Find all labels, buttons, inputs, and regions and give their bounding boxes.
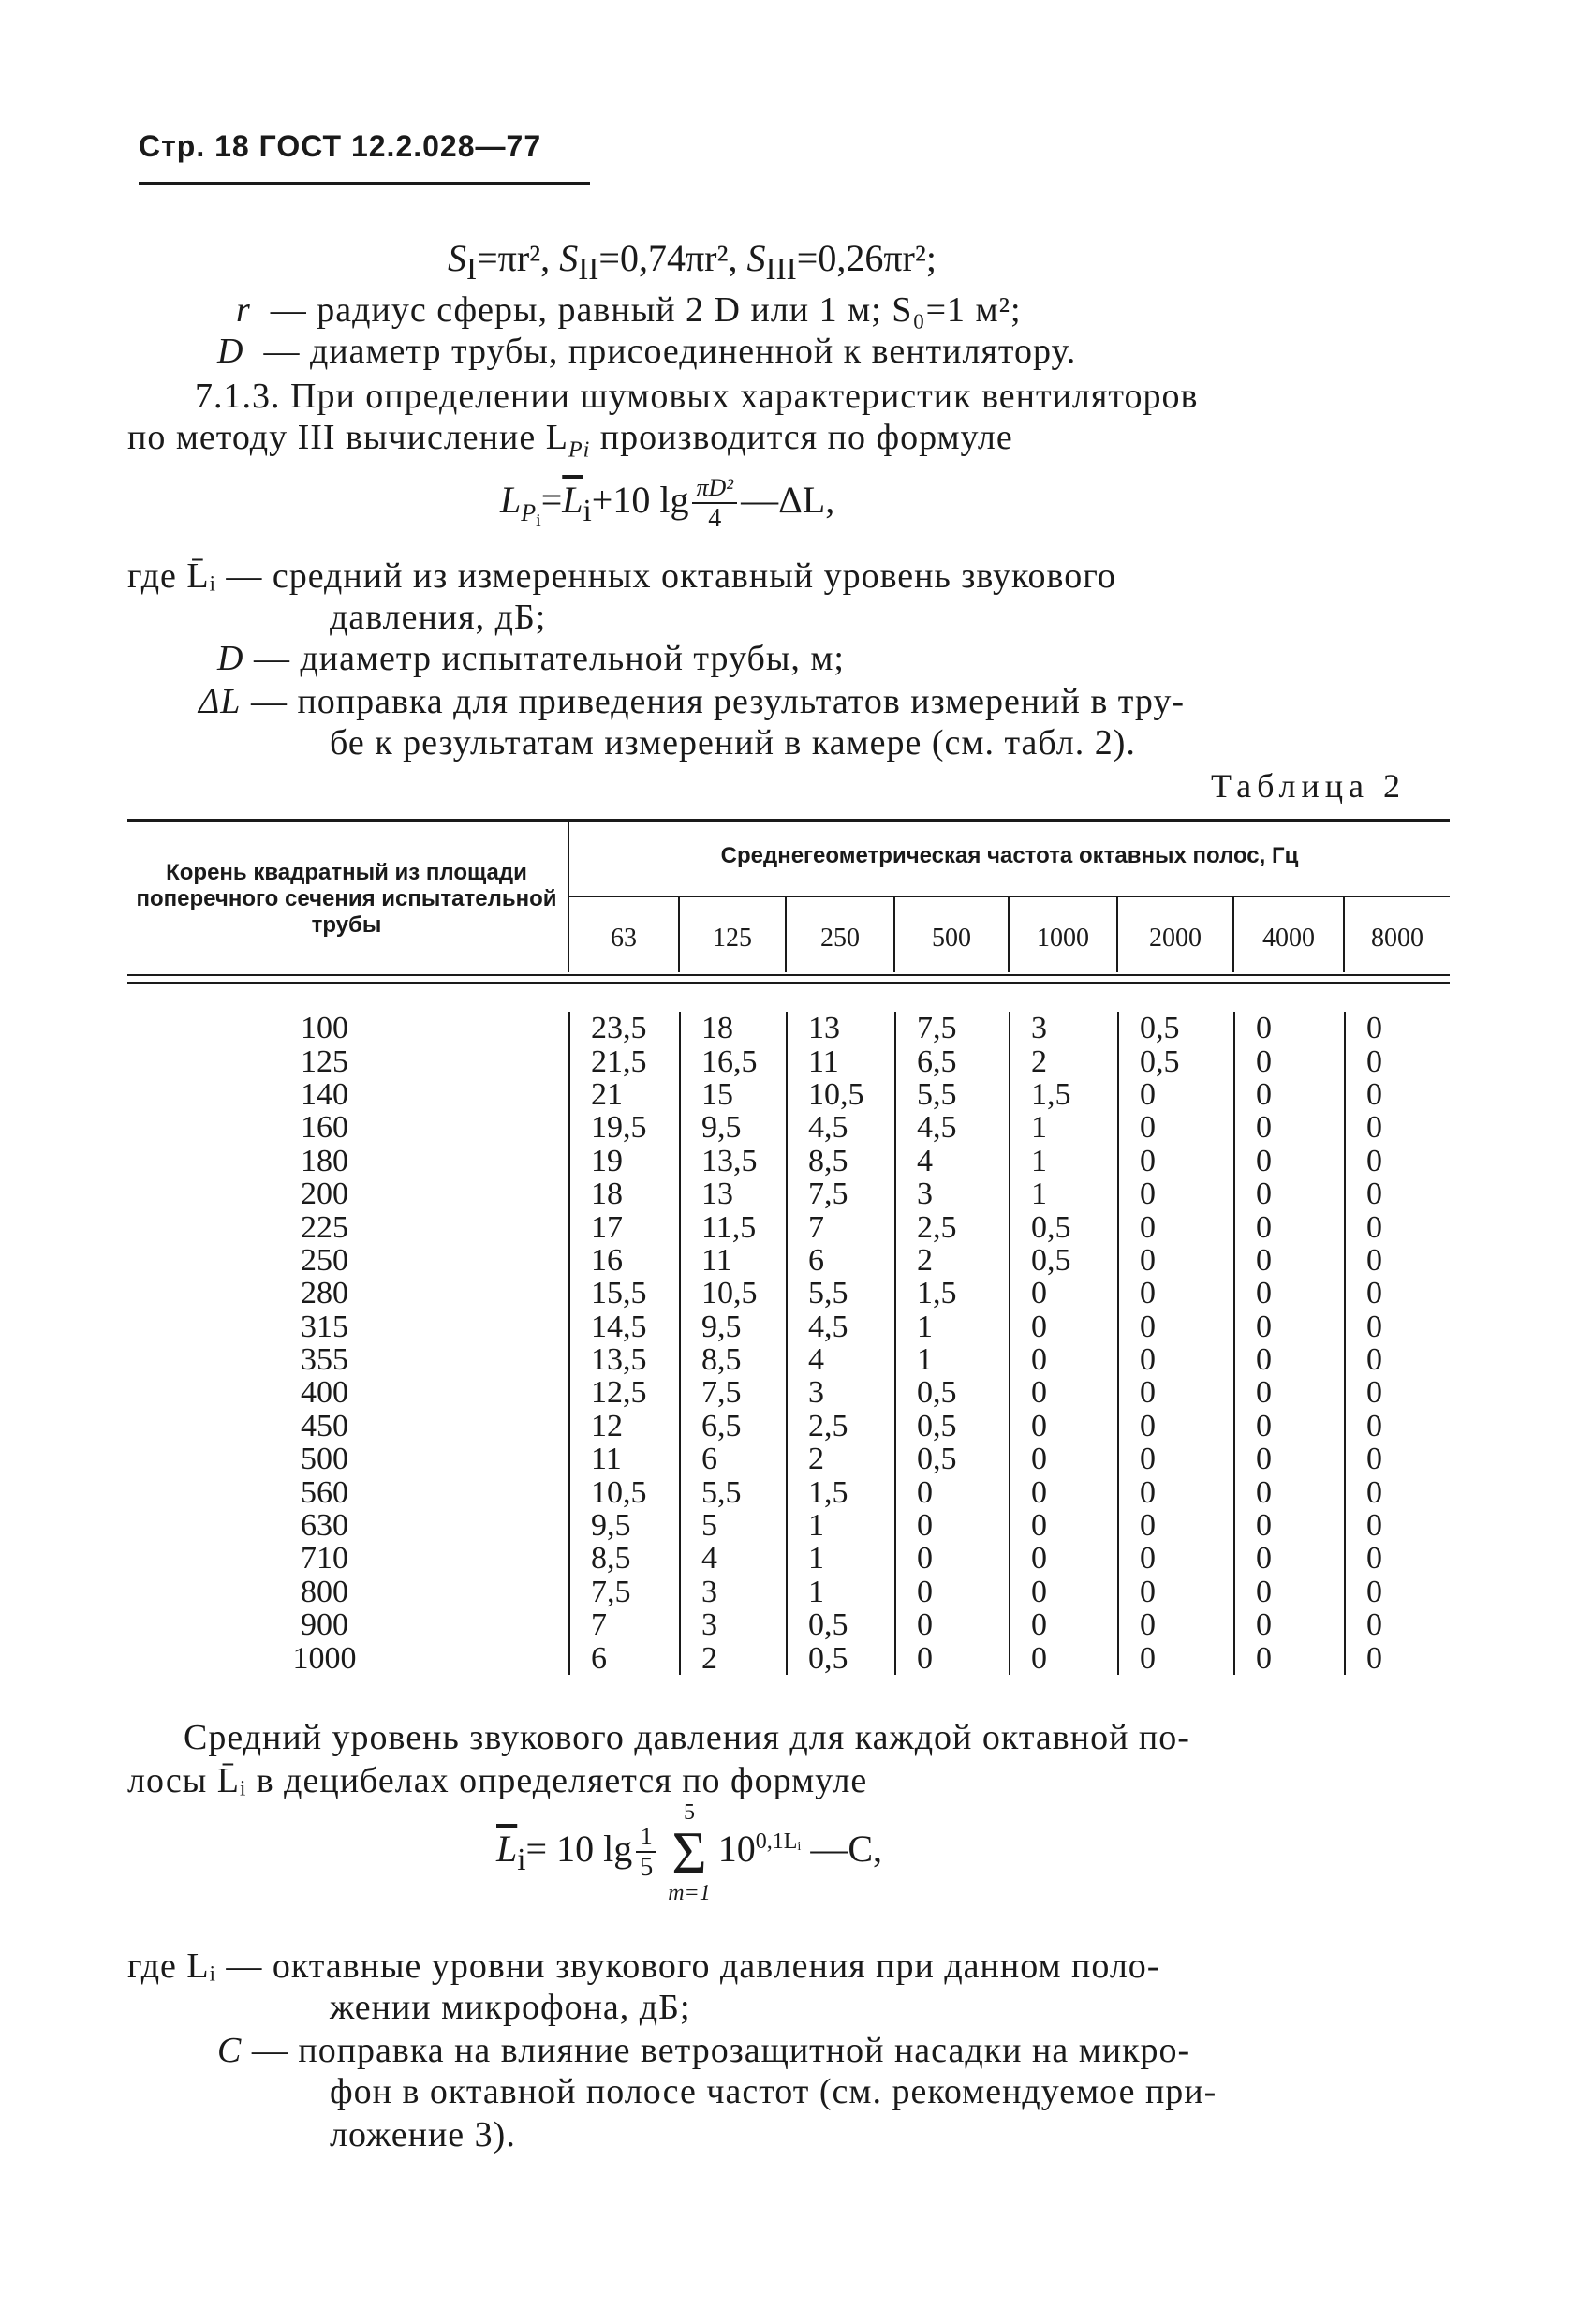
table-cell-correction: 3	[1010, 1012, 1118, 1044]
freq-header-250: 250	[820, 924, 860, 953]
table-cell-correction: 0	[1010, 1343, 1118, 1376]
freq-header-1000: 1000	[1037, 924, 1089, 953]
freq-header-63: 63	[611, 924, 637, 953]
table-cell-correction: 4	[680, 1542, 787, 1575]
table-cell-correction: 4	[895, 1145, 1010, 1177]
table-cell-correction: 0	[1345, 1078, 1450, 1111]
table-cell-correction: 0	[1118, 1443, 1234, 1475]
table-cell-diameter: 200	[301, 1177, 348, 1212]
table-row	[127, 1310, 1450, 1343]
table-cell-correction: 4,5	[787, 1310, 895, 1343]
freq-header-500: 500	[932, 924, 971, 953]
table-cell-correction: 0	[1118, 1576, 1234, 1608]
freq-header-4000: 4000	[1262, 924, 1315, 953]
table-cell-correction: 1,5	[895, 1277, 1010, 1310]
table-cell-correction: 0	[1234, 1044, 1345, 1077]
table-cell-correction: 2	[895, 1244, 1010, 1277]
table-cell-correction: 5,5	[787, 1277, 895, 1310]
table-cell-correction: 21,5	[569, 1044, 680, 1077]
table-cell-diameter: 560	[301, 1474, 348, 1510]
table-cell-correction: 16,5	[680, 1044, 787, 1077]
table-cell-correction: 1	[787, 1576, 895, 1608]
table-cell-correction: 0	[1345, 1111, 1450, 1144]
table-header-rule-1	[127, 974, 1450, 976]
table-cell-correction: 0,5	[1010, 1210, 1118, 1243]
def-li: где L̄ᵢ — средний из измеренных октавный уровень звукового	[127, 556, 1116, 596]
table-cell-correction: 1	[1010, 1145, 1118, 1177]
table-cell-correction: 0	[1234, 1443, 1345, 1475]
table-cell-correction: 11	[569, 1443, 680, 1475]
table-cell-correction: 19	[569, 1145, 680, 1177]
table-cell-correction: 0	[1345, 1012, 1450, 1044]
table-cell-diameter: 250	[301, 1242, 348, 1278]
table-cell-correction: 0	[1234, 1111, 1345, 1144]
table-cell-diameter: 800	[301, 1574, 348, 1609]
table-cell-correction: 0	[1345, 1145, 1450, 1177]
table-cell-correction: 11,5	[680, 1210, 787, 1243]
table-cell-correction: 3	[895, 1177, 1010, 1210]
def-delta-l: ΔL — поправка для приведения результатов измерений в тру-	[199, 682, 1186, 721]
def-c-cont-2: ложение 3).	[330, 2115, 516, 2154]
table-header-rule-2	[127, 982, 1450, 984]
table-cell-correction: 12	[569, 1410, 680, 1443]
table-cell-correction: 4	[787, 1343, 895, 1376]
table-cell-correction: 8,5	[787, 1145, 895, 1177]
para-713-line1: 7.1.3. При определении шумовых характеристик вентиляторов	[195, 377, 1199, 416]
table-cell-correction: 0	[1234, 1277, 1345, 1310]
table-cell-correction: 0	[1010, 1376, 1118, 1409]
formula-lp: $L_{P_i}=\overline{L}_i+10$ lg $\frac{\text{πD²}}{4}$ —ΔL,	[500, 474, 835, 533]
table-cell-correction: 0	[1118, 1310, 1234, 1343]
table-cell-correction: 6,5	[895, 1044, 1010, 1077]
table-group-rule	[569, 896, 1450, 897]
table-cell-correction: 13,5	[680, 1145, 787, 1177]
table-row	[127, 1576, 1450, 1608]
def-li-bottom: где Lᵢ — октавные уровни звукового давления при данном поло-	[127, 1947, 1160, 1986]
table-cell-correction: 8,5	[569, 1542, 680, 1575]
table-2	[127, 1012, 1450, 1675]
table-cell-correction: 8,5	[680, 1343, 787, 1376]
table-cell-correction: 0	[1118, 1376, 1234, 1409]
table-cell-correction: 0	[1010, 1576, 1118, 1608]
table-cell-correction: 0	[1118, 1542, 1234, 1575]
table-cell-correction: 18	[680, 1012, 787, 1044]
table-cell-correction: 11	[787, 1044, 895, 1077]
table-cell-diameter: 630	[301, 1508, 348, 1544]
table-cell-correction: 5,5	[680, 1475, 787, 1508]
table-row	[127, 1145, 1450, 1177]
table-cell-correction: 0	[1118, 1277, 1234, 1310]
table-cell-correction: 2	[680, 1641, 787, 1674]
table-cell-correction: 1	[787, 1542, 895, 1575]
table-cell-correction: 11	[680, 1244, 787, 1277]
table-row	[127, 1608, 1450, 1641]
table-cell-correction: 0	[1234, 1177, 1345, 1210]
table-cell-correction: 1	[1010, 1177, 1118, 1210]
table-cell-correction: 0	[1010, 1443, 1118, 1475]
table-row	[127, 1078, 1450, 1111]
table-cell-correction: 6,5	[680, 1410, 787, 1443]
table-cell-correction: 0	[1234, 1410, 1345, 1443]
table-cell-correction: 2,5	[895, 1210, 1010, 1243]
table-cell-correction: 7,5	[569, 1576, 680, 1608]
table-cell-correction: 0	[1118, 1210, 1234, 1243]
table-cell-diameter: 160	[301, 1110, 348, 1146]
table-cell-correction: 0	[1345, 1277, 1450, 1310]
table-cell-correction: 3	[787, 1376, 895, 1409]
table-row	[127, 1376, 1450, 1409]
table-cell-diameter: 400	[301, 1375, 348, 1411]
freq-header-8000: 8000	[1371, 924, 1423, 953]
table-row	[127, 1641, 1450, 1674]
table-cell-correction: 0,5	[787, 1641, 895, 1674]
table-cell-diameter: 500	[301, 1442, 348, 1477]
table-cell-correction: 15	[680, 1078, 787, 1111]
table-cell-correction: 1	[787, 1509, 895, 1542]
table-cell-correction: 4,5	[787, 1111, 895, 1144]
table-cell-diameter: 180	[301, 1143, 348, 1178]
table-cell-correction: 0	[1345, 1244, 1450, 1277]
table-cell-correction: 0	[895, 1576, 1010, 1608]
table-cell-correction: 0	[1234, 1310, 1345, 1343]
table-cell-correction: 0	[1345, 1210, 1450, 1243]
table-cell-diameter: 100	[301, 1011, 348, 1046]
table-cell-correction: 0	[1345, 1509, 1450, 1542]
table-row	[127, 1177, 1450, 1210]
formula-areas: $S_I=\pi r^2$, $S_{II}=0,74\pi r^2$, $S_{III}=0,26\pi r^2$;	[448, 237, 937, 287]
table-cell-correction: 9,5	[680, 1111, 787, 1144]
table-cell-diameter: 355	[301, 1342, 348, 1378]
table-cell-correction: 0,5	[1118, 1044, 1234, 1077]
table-cell-correction: 5	[680, 1509, 787, 1542]
table-cell-diameter: 125	[301, 1044, 348, 1079]
table-row	[127, 1210, 1450, 1243]
table-cell-correction: 0	[1345, 1410, 1450, 1443]
def-d2: D — диаметр испытательной трубы, м;	[217, 639, 845, 678]
def-c: C — поправка на влияние ветрозащитной насадки на микро-	[217, 2031, 1191, 2070]
def-d: D — диаметр трубы, присоединенной к вентилятору.	[217, 332, 1077, 371]
table-cell-correction: 0	[1234, 1343, 1345, 1376]
table-cell-correction: 1	[895, 1310, 1010, 1343]
table-cell-correction: 17	[569, 1210, 680, 1243]
table-cell-correction: 0	[1118, 1475, 1234, 1508]
table-cell-correction: 7	[569, 1608, 680, 1641]
formula-avg: $\overline{L}_i= 10$ lg $\frac{1}{5}$ 5 Σ m=1 $10^{0,1Lᵢ}$ —C,	[496, 1800, 882, 1905]
table-cell-correction: 0	[1010, 1641, 1118, 1674]
table-cell-correction: 4,5	[895, 1111, 1010, 1144]
freq-header-2000: 2000	[1149, 924, 1202, 953]
table-row	[127, 1343, 1450, 1376]
table-cell-correction: 0	[895, 1608, 1010, 1641]
table-row	[127, 1012, 1450, 1044]
table-cell-correction: 0	[1118, 1078, 1234, 1111]
table-cell-correction: 3	[680, 1576, 787, 1608]
def-li-cont: давления, дБ;	[330, 598, 547, 637]
def-delta-l-cont: бе к результатам измерений в камере (см. табл. 2).	[330, 723, 1136, 762]
table-cell-correction: 0	[1234, 1608, 1345, 1641]
table-cell-correction: 0,5	[895, 1443, 1010, 1475]
table-cell-correction: 7	[787, 1210, 895, 1243]
table-cell-correction: 1,5	[787, 1475, 895, 1508]
table-cell-diameter: 280	[301, 1276, 348, 1311]
table-cell-correction: 0	[1010, 1608, 1118, 1641]
table-col0-header: Корень квадратный из площади поперечного сечения испытательной трубы	[136, 860, 557, 938]
table-cell-correction: 0	[1234, 1576, 1345, 1608]
table-cell-correction: 19,5	[569, 1111, 680, 1144]
def-c-cont-1: фон в октавной полосе частот (см. рекомендуемое при-	[330, 2072, 1217, 2111]
table-cell-correction: 0	[1345, 1542, 1450, 1575]
table-row	[127, 1410, 1450, 1443]
table-cell-correction: 18	[569, 1177, 680, 1210]
page-header: Стр. 18 ГОСТ 12.2.028—77	[139, 129, 542, 163]
table-cell-correction: 2	[787, 1443, 895, 1475]
table-cell-correction: 13,5	[569, 1343, 680, 1376]
def-li-bottom-cont: жении микрофона, дБ;	[330, 1988, 691, 2027]
table-cell-correction: 0	[1345, 1044, 1450, 1077]
table-cell-correction: 16	[569, 1244, 680, 1277]
table-cell-correction: 0	[1010, 1475, 1118, 1508]
table-cell-correction: 2,5	[787, 1410, 895, 1443]
table-cell-correction: 13	[680, 1177, 787, 1210]
table-cell-correction: 23,5	[569, 1012, 680, 1044]
table-cell-correction: 0	[1118, 1641, 1234, 1674]
table-top-rule	[127, 819, 1450, 822]
table-cell-correction: 0	[1345, 1475, 1450, 1508]
header-rule	[139, 182, 590, 185]
table-cell-correction: 3	[680, 1608, 787, 1641]
table-cell-correction: 7,5	[680, 1376, 787, 1409]
table-cell-correction: 0	[1345, 1576, 1450, 1608]
table-cell-correction: 0	[1010, 1310, 1118, 1343]
table-cell-correction: 0	[1118, 1608, 1234, 1641]
def-r: r — радиус сферы, равный 2 D или 1 м; S₀=1 м²;	[236, 290, 1022, 330]
table-cell-correction: 0	[1118, 1244, 1234, 1277]
table-cell-correction: 7,5	[787, 1177, 895, 1210]
table-cell-correction: 0	[1234, 1210, 1345, 1243]
table-cell-correction: 0,5	[1010, 1244, 1118, 1277]
table-cell-correction: 0,5	[895, 1376, 1010, 1409]
table-cell-correction: 0	[1345, 1641, 1450, 1674]
table-cell-correction: 5,5	[895, 1078, 1010, 1111]
table-cell-correction: 0	[1010, 1509, 1118, 1542]
table-cell-correction: 0	[1234, 1012, 1345, 1044]
table-cell-correction: 0,5	[1118, 1012, 1234, 1044]
table-row	[127, 1044, 1450, 1077]
table-cell-correction: 0	[1010, 1542, 1118, 1575]
table-cell-correction: 0,5	[787, 1608, 895, 1641]
table-caption: Таблица 2	[1211, 767, 1406, 805]
table-cell-correction: 0	[1345, 1608, 1450, 1641]
table-cell-correction: 13	[787, 1012, 895, 1044]
table-cell-correction: 0	[1345, 1443, 1450, 1475]
table-cell-correction: 0,5	[895, 1410, 1010, 1443]
table-cell-diameter: 315	[301, 1309, 348, 1344]
table-cell-correction: 1,5	[1010, 1078, 1118, 1111]
table-cell-correction: 0	[1118, 1509, 1234, 1542]
table-cell-correction: 21	[569, 1078, 680, 1111]
table-cell-correction: 15,5	[569, 1277, 680, 1310]
freq-header-125: 125	[713, 924, 752, 953]
table-row	[127, 1111, 1450, 1144]
table-cell-correction: 0	[1010, 1410, 1118, 1443]
table-cell-correction: 7,5	[895, 1012, 1010, 1044]
table-cell-correction: 0	[895, 1509, 1010, 1542]
table-cell-diameter: 225	[301, 1209, 348, 1245]
table-cell-correction: 14,5	[569, 1310, 680, 1343]
table-cell-correction: 0	[895, 1542, 1010, 1575]
table-row	[127, 1475, 1450, 1508]
table-cell-correction: 1	[1010, 1111, 1118, 1144]
table-cell-correction: 6	[787, 1244, 895, 1277]
table-cell-correction: 12,5	[569, 1376, 680, 1409]
para-avg-line2: лосы L̄ᵢ в децибелах определяется по формуле	[127, 1761, 868, 1800]
table-cell-correction: 10,5	[569, 1475, 680, 1508]
table-cell-correction: 10,5	[680, 1277, 787, 1310]
table-cell-correction: 0	[1234, 1376, 1345, 1409]
table-cell-correction: 0	[895, 1475, 1010, 1508]
table-cell-diameter: 450	[301, 1408, 348, 1443]
fraction-1-over-5: $\frac{1}{5}$	[636, 1823, 656, 1883]
table-row	[127, 1443, 1450, 1475]
table-cell-correction: 9,5	[569, 1509, 680, 1542]
table-cell-correction: 0	[1234, 1641, 1345, 1674]
table-cell-correction: 0	[1118, 1177, 1234, 1210]
table-cell-correction: 0	[1234, 1542, 1345, 1575]
table-cell-diameter: 900	[301, 1607, 348, 1643]
table-cell-correction: 0	[1234, 1145, 1345, 1177]
table-cell-correction: 0	[1345, 1310, 1450, 1343]
table-cell-correction: 0	[1345, 1376, 1450, 1409]
table-cell-correction: 0	[895, 1641, 1010, 1674]
fraction-pid2-over-4: $\frac{\text{πD²}}{4}$	[692, 474, 737, 534]
table-cell-diameter: 1000	[292, 1640, 357, 1676]
table-cell-correction: 0	[1234, 1244, 1345, 1277]
table-cell-correction: 10,5	[787, 1078, 895, 1111]
table-cell-correction: 0	[1010, 1277, 1118, 1310]
table-cell-diameter: 710	[301, 1541, 348, 1576]
table-cell-correction: 0	[1345, 1177, 1450, 1210]
table-cell-correction: 0	[1118, 1111, 1234, 1144]
table-cell-correction: 9,5	[680, 1310, 787, 1343]
sum-sign: 5 Σ m=1	[668, 1800, 711, 1905]
table-cell-correction: 1	[895, 1343, 1010, 1376]
table-cell-correction: 0	[1234, 1509, 1345, 1542]
table-cell-correction: 2	[1010, 1044, 1118, 1077]
table-cell-correction: 0	[1345, 1343, 1450, 1376]
para-avg-line1: Средний уровень звукового давления для каждой октавной по-	[184, 1718, 1190, 1757]
table-cell-correction: 6	[680, 1443, 787, 1475]
table-row	[127, 1509, 1450, 1542]
table-group-header: Среднегеометрическая частота октавных полос, Гц	[720, 843, 1299, 868]
table-cell-correction: 0	[1234, 1078, 1345, 1111]
para-713-line2: по методу III вычисление $L_{Pi}$ производится по формуле	[127, 418, 1013, 463]
table-cell-correction: 0	[1118, 1410, 1234, 1443]
table-cell-correction: 0	[1118, 1343, 1234, 1376]
table-row	[127, 1244, 1450, 1277]
table-cell-diameter: 140	[301, 1076, 348, 1112]
table-row	[127, 1542, 1450, 1575]
table-cell-correction: 0	[1234, 1475, 1345, 1508]
table-row	[127, 1277, 1450, 1310]
table-cell-correction: 6	[569, 1641, 680, 1674]
table-cell-correction: 0	[1118, 1145, 1234, 1177]
